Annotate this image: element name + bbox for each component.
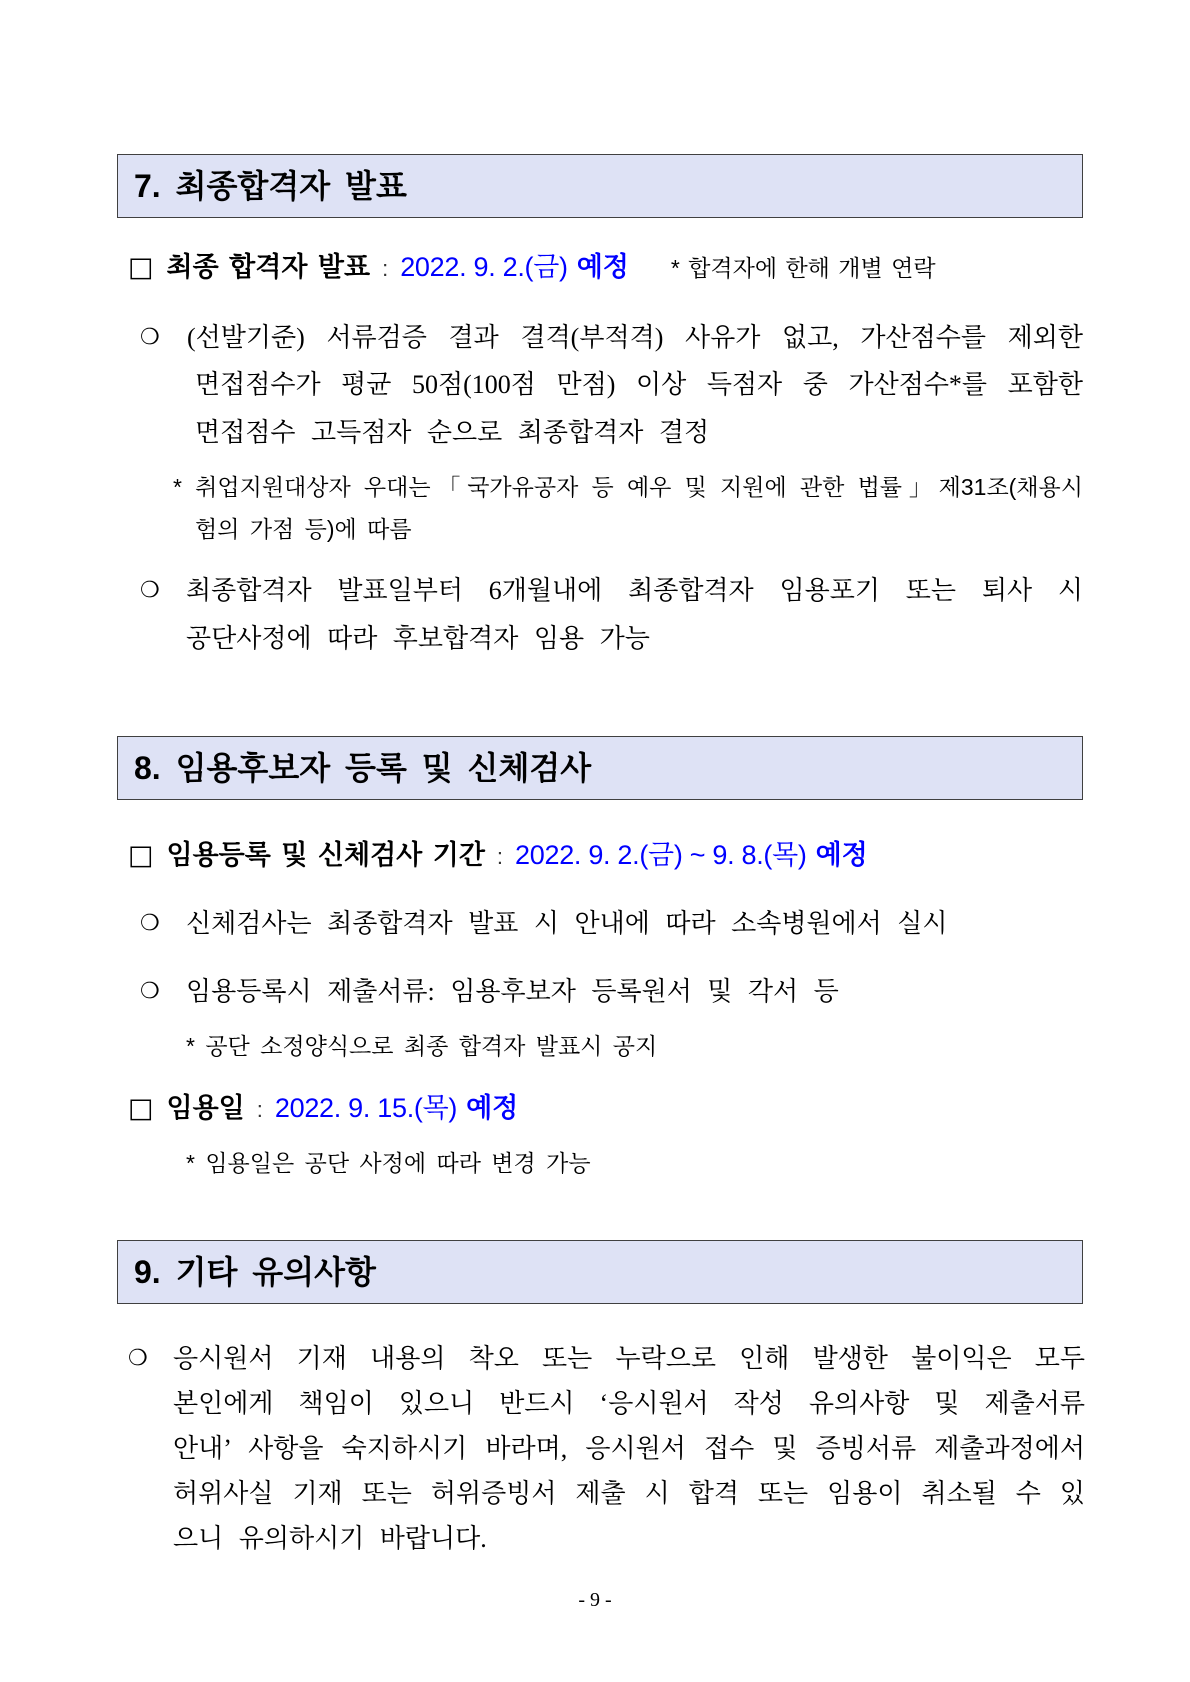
section-9-header [117,1240,1083,1304]
item-separator: : [382,256,389,281]
square-bullet-icon: □ [128,840,154,871]
circle-bullet-icon: ❍ [140,979,160,1004]
final-announcement-item [128,247,936,287]
section-7-title: 7. 최종합격자 발표 [134,168,407,204]
appointment-footnote: * 임용일은 공단 사정에 따라 변경 가능 [186,1150,591,1176]
section-7-header [117,154,1083,218]
appointment-date-item [128,1088,518,1128]
section-8-title: 8. 임용후보자 등록 및 신체검사 [134,750,592,786]
appointment-date-label: 임용일 [166,1093,245,1123]
criteria-footnote-line: * 취업지원대상자 우대는「국가유공자 등 예우 및 지원에 관한 법률」제31조(채용시 [173,474,1083,500]
caution-line: 으니 유의하시기 바랍니다. [173,1524,487,1553]
appointment-date-status: 예정 [466,1093,519,1123]
caution-line: 본인에게 책임이 있으니 반드시 ‘응시원서 작성 유의사항 및 제출서류 [173,1389,1085,1418]
item-separator: : [496,844,504,869]
circle-bullet-icon: ❍ [140,578,160,603]
square-bullet-icon: □ [128,252,154,283]
appointment-date-value: 2022. 9. 15.(목) [274,1093,458,1123]
item-separator: : [256,1097,263,1122]
section-9-title: 9. 기타 유의사항 [134,1254,376,1290]
criteria-footnote-line: 험의 가점 등)에 따름 [195,516,412,542]
documents-footnote: * 공단 소정양식으로 최종 합격자 발표시 공지 [186,1033,658,1059]
registration-period-status: 예정 [815,840,868,870]
reserve-line: 최종합격자 발표일부터 6개월내에 최종합격자 임용포기 또는 퇴사 시 [186,576,1083,605]
documents-line: 임용등록시 제출서류: 임용후보자 등록원서 및 각서 등 [186,977,839,1006]
final-announcement-status: 예정 [576,252,629,282]
final-announcement-label: 최종 합격자 발표 [166,252,371,282]
physical-exam-line: 신체검사는 최종합격자 발표 시 안내에 따라 소속병원에서 실시 [186,909,948,938]
final-announcement-date: 2022. 9. 2.(금) [400,252,568,282]
caution-line: 응시원서 기재 내용의 착오 또는 누락으로 인해 발생한 불이익은 모두 [173,1344,1085,1373]
circle-bullet-icon: ❍ [128,1346,148,1371]
registration-period-date: 2022. 9. 2.(금) ~ 9. 8.(목) [515,840,807,870]
reserve-line: 공단사정에 따라 후보합격자 임용 가능 [186,624,650,653]
registration-period-label: 임용등록 및 신체검사 기간 [166,840,485,870]
criteria-line: 면접점수가 평균 50점(100점 만점) 이상 득점자 중 가산점수*를 포함한 [195,370,1083,399]
registration-period-item [128,835,868,875]
final-announcement-note: * 합격자에 한해 개별 연락 [670,255,936,281]
criteria-line: 면접점수 고득점자 순으로 최종합격자 결정 [195,418,710,447]
criteria-line: (선발기준) 서류검증 결과 결격(부적격) 사유가 없고, 가산점수를 제외한 [187,323,1083,352]
page-number: - 9 - [578,1589,612,1611]
square-bullet-icon: □ [128,1093,154,1124]
caution-line: 허위사실 기재 또는 허위증빙서 제출 시 합격 또는 임용이 취소될 수 있 [173,1479,1085,1508]
section-8-header [117,736,1083,800]
caution-line: 안내’ 사항을 숙지하시기 바라며, 응시원서 접수 및 증빙서류 제출과정에서 [173,1434,1085,1463]
circle-bullet-icon: ❍ [140,325,160,350]
circle-bullet-icon: ❍ [140,911,160,936]
